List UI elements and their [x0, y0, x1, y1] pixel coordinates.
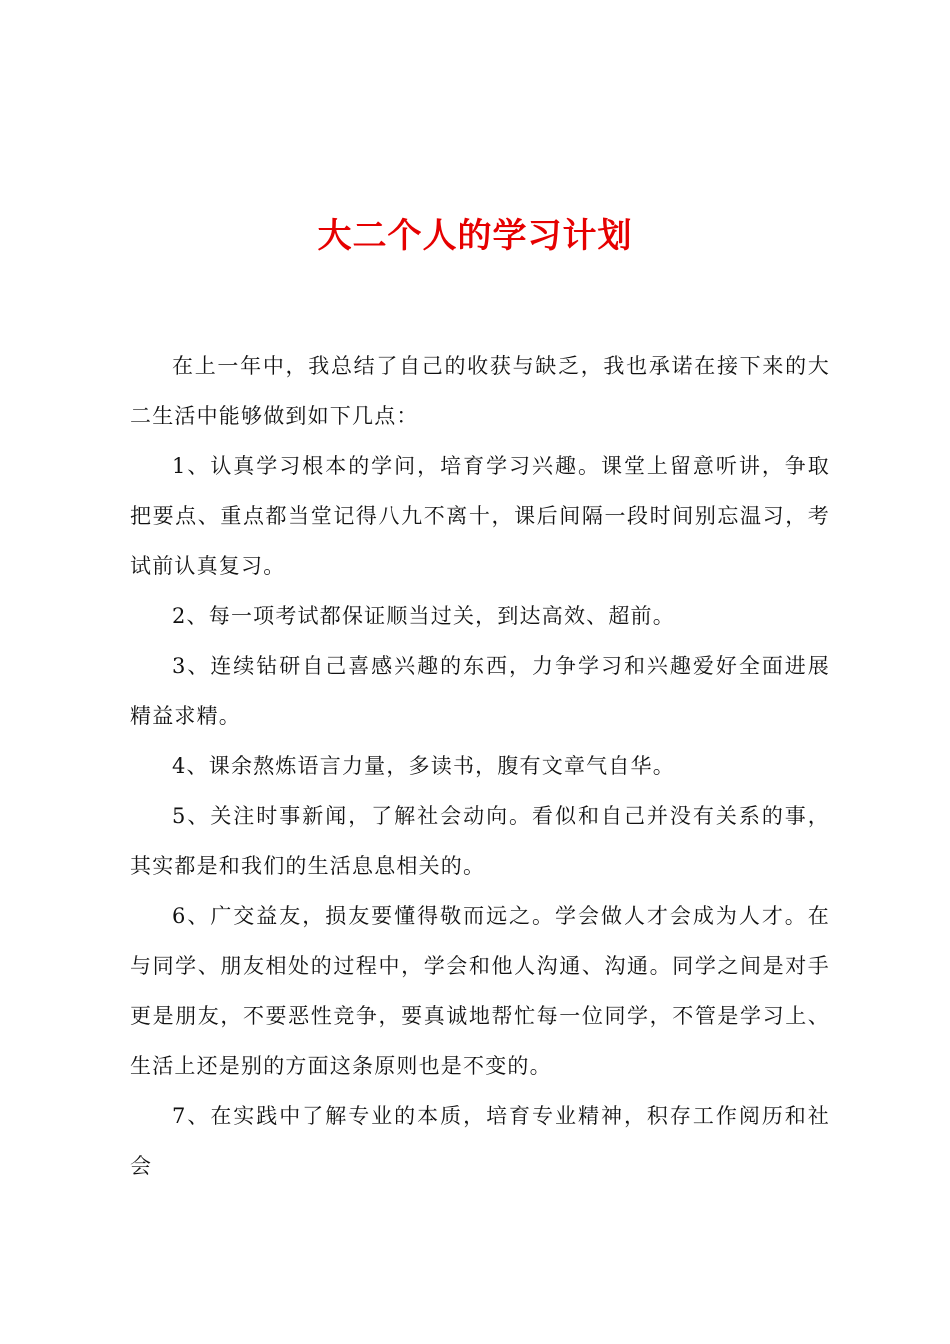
plan-item-6: 6、广交益友，损友要懂得敬而远之。学会做人才会成为人才。在与同学、朋友相处的过程中，学会和他人沟通、沟通。同学之间是对手更是朋友，不要恶性竞争，要真诚地帮忙每一位同学，不管是学习上、生活上还是别的方面这条原则也是不变的。 — [130, 904, 830, 1078]
document-title: 大二个人的学习计划 — [317, 216, 633, 256]
plan-item-1: 1、认真学习根本的学问，培育学习兴趣。课堂上留意听讲，争取把要点、重点都当堂记得八九不离十，课后间隔一段时间别忘温习，考试前认真复习。 — [130, 454, 830, 578]
plan-item-7: 7、在实践中了解专业的本质，培育专业精神，积存工作阅历和社会 — [130, 1104, 830, 1178]
plan-item-5: 5、关注时事新闻，了解社会动向。看似和自己并没有关系的事，其实都是和我们的生活息息相关的。 — [130, 804, 830, 878]
document-body — [130, 341, 830, 1191]
plan-item-4: 4、课余熬炼语言力量，多读书，腹有文章气自华。 — [172, 754, 675, 778]
plan-item-2: 2、每一项考试都保证顺当过关，到达高效、超前。 — [172, 604, 675, 628]
intro-paragraph: 在上一年中，我总结了自己的收获与缺乏，我也承诺在接下来的大二生活中能够做到如下几点： — [130, 354, 830, 428]
plan-item-3: 3、连续钻研自己喜感兴趣的东西，力争学习和兴趣爱好全面进展精益求精。 — [130, 654, 830, 728]
